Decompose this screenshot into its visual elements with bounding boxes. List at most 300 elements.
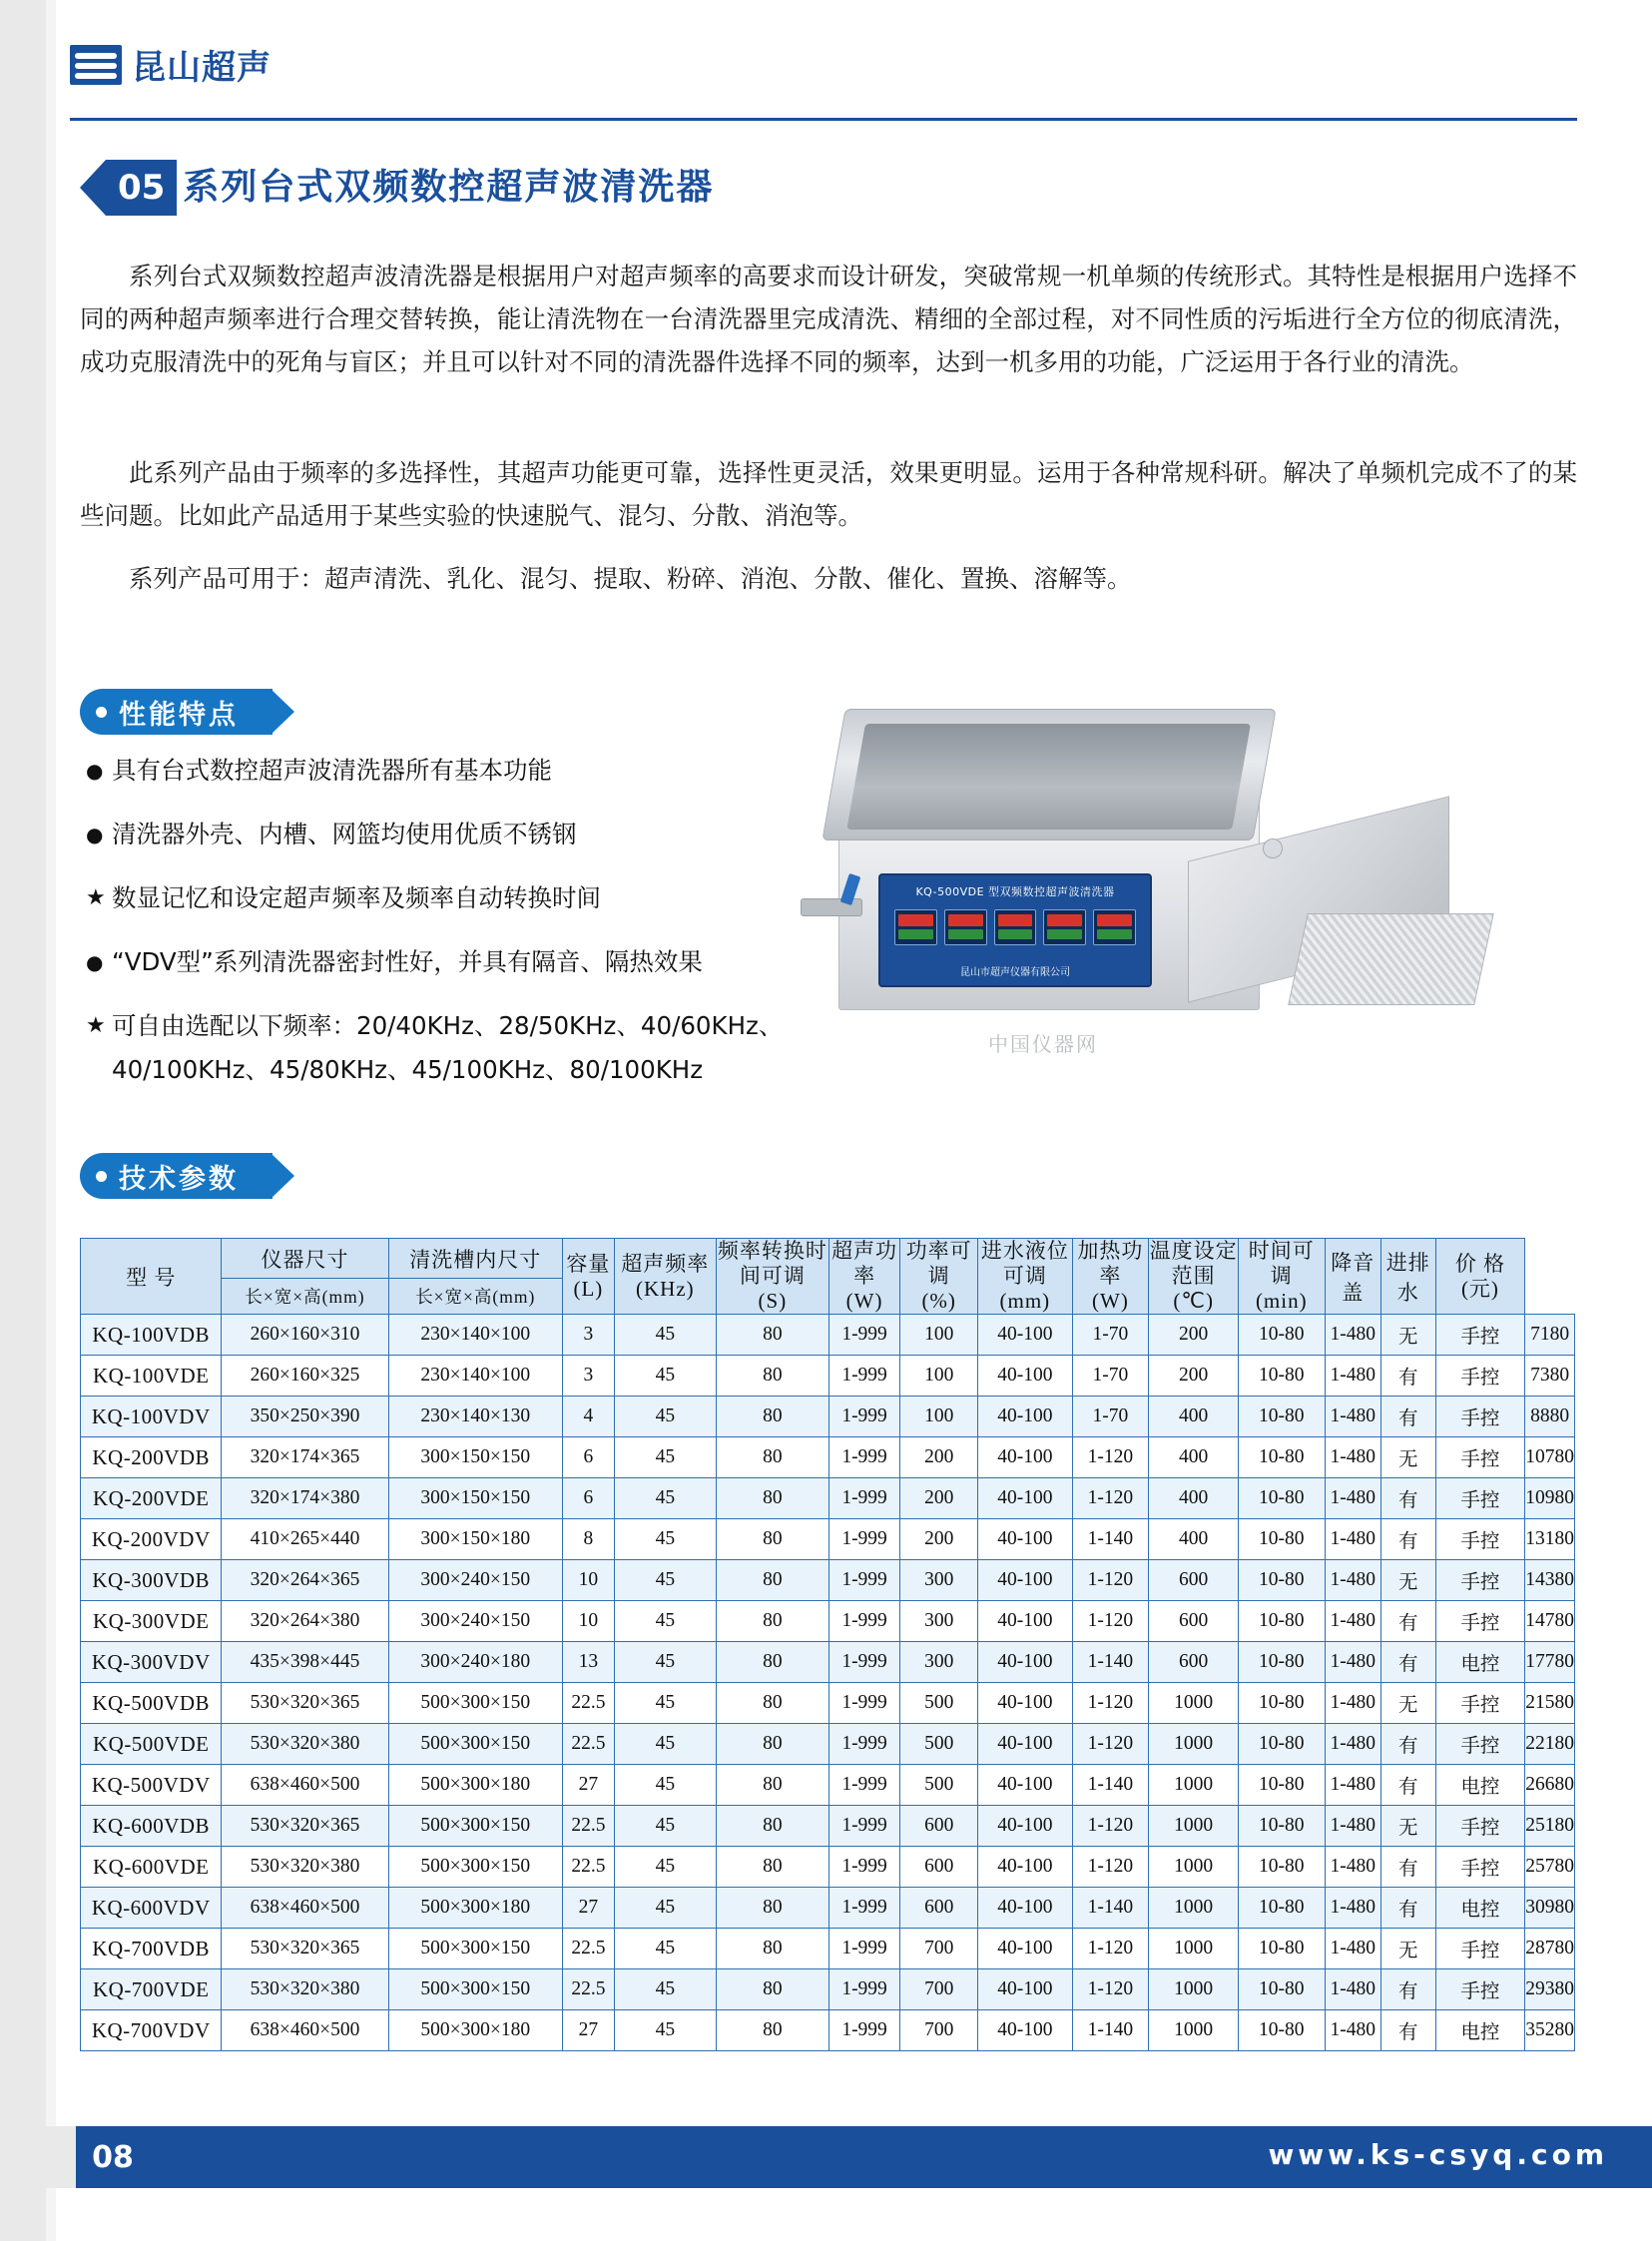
cell-value: 电控 [1435,1888,1525,1929]
cell-value: 手控 [1435,1315,1525,1356]
cell-value: 10-80 [1238,1929,1325,1969]
cell-value: 4 [563,1397,615,1437]
feature-text: 具有台式数控超声波清洗器所有基本功能 [112,756,552,785]
col-header-power: 超声功率 (W) [828,1239,899,1315]
page-header [70,40,1577,110]
brand-name: 昆山超声 [132,48,272,88]
list-item [86,1009,844,1087]
cell-value: 500×300×150 [388,1724,563,1765]
tank-inner [846,724,1251,830]
cell-value: 700 [900,1929,978,1969]
cell-value: 40-100 [978,1888,1072,1929]
cell-model: KQ-600VDB [81,1806,222,1847]
footer-website-url[interactable]: www.ks-csyq.com [1268,2138,1608,2171]
cell-value: 1-480 [1325,1806,1380,1847]
cell-value: 530×320×380 [222,1724,388,1765]
bullet-dot-icon [96,1171,107,1182]
cell-value: 40-100 [978,1806,1072,1847]
intro-paragraph-1: 系列台式双频数控超声波清洗器是根据用户对超声频率的高要求而设计研发，突破常规一机单频的传统形式。其特性是根据用户选择不同的两种超声频率进行合理交替转换，能让清洗物在一台清洗器里完成清洗、精细的全部过程，对不同性质的污垢进行全方位的彻底清洗，成功克服清洗中的死角与盲区；并且可以针对不同的清洗器件选择不同的频率，达到一机多用的功能，广泛运用于各行业的清洗。 [80,262,1577,376]
features-heading [80,689,273,735]
cell-value: 1-120 [1072,1478,1149,1519]
cell-value: 40-100 [978,1683,1072,1724]
cell-value: 10-80 [1238,1724,1325,1765]
cell-value: 有 [1380,1478,1435,1519]
cell-value: 638×460×500 [222,2010,388,2051]
col-header-water-io: 进排水 [1380,1239,1435,1315]
cell-value: 1000 [1149,2010,1239,2051]
cell-model: KQ-100VDB [81,1315,222,1356]
col-header-device-size: 仪器尺寸 [222,1239,388,1279]
cell-value: 1-140 [1072,2010,1149,2051]
cell-model: KQ-700VDV [81,2010,222,2051]
cell-value: 10-80 [1238,1806,1325,1847]
cell-value: 500 [900,1683,978,1724]
cell-value: 7180 [1525,1315,1575,1356]
cell-value: 手控 [1435,1397,1525,1437]
col-header-price: 价 格 (元) [1435,1239,1525,1315]
cell-value: 手控 [1435,1519,1525,1560]
table-row [81,1437,1575,1478]
cell-value: 45 [614,1519,716,1560]
table-row [81,1929,1575,1969]
cell-value: 10-80 [1238,2010,1325,2051]
cell-value: 1-480 [1325,1929,1380,1969]
cell-value: 1000 [1149,1847,1239,1888]
cell-model: KQ-600VDV [81,1888,222,1929]
cell-value: 手控 [1435,1437,1525,1478]
cell-value: 1-480 [1325,1765,1380,1806]
cell-value: 1-140 [1072,1519,1149,1560]
cell-value: 530×320×380 [222,1847,388,1888]
cell-value: 手控 [1435,1806,1525,1847]
cell-value: 1-999 [828,1888,899,1929]
page-number: 08 [92,2139,134,2175]
table-body [81,1315,1575,2051]
feature-text-line1: 可自由选配以下频率：20/40KHz、28/50KHz、40/60KHz、 [112,1011,784,1040]
cell-value: 35280 [1525,2010,1575,2051]
cell-value: 1-999 [828,1397,899,1437]
cell-value: 320×264×365 [222,1560,388,1601]
cell-value: 10-80 [1238,1356,1325,1397]
cell-value: 600 [1149,1642,1239,1683]
cell-value: 1-480 [1325,1519,1380,1560]
col-header-capacity: 容量 (L) [563,1239,615,1315]
drain-valve [801,898,862,916]
cell-value: 320×174×380 [222,1478,388,1519]
cell-value: 8880 [1525,1397,1575,1437]
cell-value: 27 [563,1765,615,1806]
cell-value: 300×240×150 [388,1601,563,1642]
cell-value: 1-480 [1325,1315,1380,1356]
cell-value: 29380 [1525,1969,1575,2010]
cell-value: 10-80 [1238,1765,1325,1806]
cell-value: 1-480 [1325,1560,1380,1601]
col-header-time-adjust: 时间可调 (min) [1238,1239,1325,1315]
cell-value: 10-80 [1238,1969,1325,2010]
cell-value: 530×320×365 [222,1806,388,1847]
cell-value: 10-80 [1238,1437,1325,1478]
cell-value: 200 [900,1519,978,1560]
list-item [86,945,844,979]
feature-text [112,1009,844,1087]
cell-model: KQ-700VDE [81,1969,222,2010]
cell-value: 1000 [1149,1969,1239,2010]
cell-value: 500×300×150 [388,1683,563,1724]
cell-value: 435×398×445 [222,1642,388,1683]
cell-value: 手控 [1435,1356,1525,1397]
cell-value: 电控 [1435,2010,1525,2051]
display-segment [994,909,1037,945]
col-header-power-adjust: 功率可调 (%) [900,1239,978,1315]
cell-value: 1-999 [828,1478,899,1519]
panel-model-label: KQ-500VDE 型双频数控超声波清洗器 [915,885,1115,898]
cell-value: 530×320×365 [222,1929,388,1969]
cell-value: 260×160×325 [222,1356,388,1397]
cell-value: 1-999 [828,1847,899,1888]
cell-value: 有 [1380,1642,1435,1683]
cell-value: 1-140 [1072,1765,1149,1806]
display-segment [1093,909,1136,945]
cell-value: 300×240×180 [388,1642,563,1683]
cell-value: 1-999 [828,1683,899,1724]
cell-value: 300×150×150 [388,1478,563,1519]
cell-value: 27 [563,1888,615,1929]
cell-value: 17780 [1525,1642,1575,1683]
cell-value: 1-999 [828,1969,899,2010]
col-header-model: 型 号 [81,1239,222,1315]
cell-value: 40-100 [978,1437,1072,1478]
cell-value: 45 [614,1437,716,1478]
cell-value: 500×300×150 [388,1929,563,1969]
cell-value: 40-100 [978,1929,1072,1969]
cell-value: 1-999 [828,1560,899,1601]
cell-value: 22.5 [563,1929,615,1969]
cell-value: 10-80 [1238,1519,1325,1560]
cell-value: 无 [1380,1315,1435,1356]
cell-value: 1-999 [828,1519,899,1560]
cell-value: 80 [716,1888,828,1929]
cell-value: 3 [563,1315,615,1356]
table-row [81,2010,1575,2051]
cell-value: 40-100 [978,1847,1072,1888]
wave-logo-icon [70,45,122,85]
cell-model: KQ-200VDE [81,1478,222,1519]
cell-value: 45 [614,1601,716,1642]
cell-value: 40-100 [978,1560,1072,1601]
page-title: 系列台式双频数控超声波清洗器 [183,167,715,208]
cell-value: 400 [1149,1519,1239,1560]
cell-value: 500×300×180 [388,1765,563,1806]
cell-value: 1-999 [828,1437,899,1478]
cell-value: 45 [614,1847,716,1888]
cell-value: 45 [614,1356,716,1397]
cell-value: 26680 [1525,1765,1575,1806]
cell-value: 400 [1149,1397,1239,1437]
cell-value: 手控 [1435,1601,1525,1642]
cell-value: 1-999 [828,1315,899,1356]
table-row [81,1806,1575,1847]
table-row [81,1560,1575,1601]
cell-value: 22.5 [563,1847,615,1888]
cell-value: 80 [716,1519,828,1560]
col-header-frequency: 超声频率 (KHz) [614,1239,716,1315]
cell-value: 1-120 [1072,1601,1149,1642]
cell-value: 10-80 [1238,1397,1325,1437]
cell-value: 1-70 [1072,1397,1149,1437]
list-item [86,881,844,915]
cell-model: KQ-500VDB [81,1683,222,1724]
cell-value: 有 [1380,1969,1435,2010]
cell-value: 1-120 [1072,1847,1149,1888]
features-list [86,754,844,1117]
table-row [81,1478,1575,1519]
cell-value: 500 [900,1724,978,1765]
intro-paragraph-2: 此系列产品由于频率的多选择性，其超声功能更可靠，选择性更灵活，效果更明显。运用于各种常规科研。解决了单频机完成不了的某些问题。比如此产品适用于某些实验的快速脱气、混匀、分散、消泡等。 [80,458,1577,530]
machine-tank [822,709,1276,840]
star-icon: ★ [86,885,106,910]
cell-value: 10-80 [1238,1847,1325,1888]
table-row [81,1642,1575,1683]
table-row [81,1724,1575,1765]
cell-model: KQ-300VDB [81,1560,222,1601]
cell-value: 80 [716,1724,828,1765]
feature-text: “VDV型”系列清洗器密封性好，并具有隔音、隔热效果 [112,947,703,976]
cell-model: KQ-300VDV [81,1642,222,1683]
params-heading [80,1153,273,1199]
cell-value: 320×264×380 [222,1601,388,1642]
col-subheader-tank-size: 长×宽×高(mm) [388,1279,563,1315]
cell-model: KQ-200VDV [81,1519,222,1560]
cell-value: 1-120 [1072,1724,1149,1765]
cell-value: 300×150×180 [388,1519,563,1560]
cell-model: KQ-500VDV [81,1765,222,1806]
cell-value: 10-80 [1238,1683,1325,1724]
cell-value: 有 [1380,1397,1435,1437]
cell-value: 1-999 [828,1642,899,1683]
cell-value: 1-120 [1072,1969,1149,2010]
table-head [81,1239,1575,1315]
cell-value: 有 [1380,1356,1435,1397]
control-panel [878,873,1152,987]
display-segment [894,909,937,945]
cell-value: 1-480 [1325,1724,1380,1765]
cell-value: 45 [614,2010,716,2051]
cell-model: KQ-300VDE [81,1601,222,1642]
cell-model: KQ-500VDE [81,1724,222,1765]
cell-value: 45 [614,1969,716,2010]
cell-value: 40-100 [978,1724,1072,1765]
cell-value: 80 [716,1397,828,1437]
cell-value: 1-140 [1072,1642,1149,1683]
cell-value: 1-120 [1072,1806,1149,1847]
cell-value: 6 [563,1478,615,1519]
cell-value: 3 [563,1356,615,1397]
cell-value: 有 [1380,1601,1435,1642]
cell-value: 10-80 [1238,1888,1325,1929]
cell-value: 手控 [1435,1724,1525,1765]
cell-value: 350×250×390 [222,1397,388,1437]
panel-display-group [894,909,1136,945]
cell-value: 1-70 [1072,1356,1149,1397]
cell-value: 无 [1380,1806,1435,1847]
cell-value: 200 [1149,1315,1239,1356]
cell-value: 30980 [1525,1888,1575,1929]
machine-basket [1288,913,1494,1005]
page-footer [46,2126,1652,2188]
cell-value: 1-999 [828,1356,899,1397]
cell-value: 530×320×365 [222,1683,388,1724]
cell-value: 10-80 [1238,1478,1325,1519]
cell-value: 80 [716,1806,828,1847]
cell-value: 80 [716,1437,828,1478]
cell-value: 10 [563,1601,615,1642]
cell-value: 600 [1149,1601,1239,1642]
cell-value: 25780 [1525,1847,1575,1888]
cell-value: 10 [563,1560,615,1601]
cell-value: 1-120 [1072,1929,1149,1969]
cell-value: 1-999 [828,1806,899,1847]
table-row [81,1765,1575,1806]
cell-value: 10-80 [1238,1315,1325,1356]
col-header-switch-time: 频率转换时间可调 (S) [717,1239,827,1313]
display-segment [1043,909,1086,945]
cell-value: 1-120 [1072,1560,1149,1601]
cell-value: 6 [563,1437,615,1478]
cell-value: 手控 [1435,1847,1525,1888]
cell-value: 400 [1149,1478,1239,1519]
col-header-heat-power: 加热功率 (W) [1072,1239,1149,1315]
cell-value: 14780 [1525,1601,1575,1642]
col-header-cover: 降音盖 [1325,1239,1380,1315]
cell-value: 80 [716,1560,828,1601]
cell-value: 8 [563,1519,615,1560]
cell-value: 230×140×100 [388,1315,563,1356]
cell-value: 40-100 [978,1519,1072,1560]
table-row [81,1969,1575,2010]
cell-value: 300×150×150 [388,1437,563,1478]
cell-value: 1000 [1149,1683,1239,1724]
cell-value: 45 [614,1929,716,1969]
star-icon: ★ [86,1013,106,1038]
cell-value: 28780 [1525,1929,1575,1969]
cell-model: KQ-700VDB [81,1929,222,1969]
cell-value: 10-80 [1238,1560,1325,1601]
cell-value: 10980 [1525,1478,1575,1519]
bullet-icon: ● [86,950,104,974]
cell-value: 1-480 [1325,1478,1380,1519]
brand-logo [70,40,1577,89]
cell-value: 22180 [1525,1724,1575,1765]
cell-value: 1-480 [1325,1601,1380,1642]
display-segment [944,909,987,945]
cell-value: 80 [716,1683,828,1724]
cell-value: 100 [900,1397,978,1437]
cell-value: 手控 [1435,1969,1525,2010]
cell-value: 40-100 [978,1315,1072,1356]
cell-value: 500×300×180 [388,2010,563,2051]
panel-company-label: 昆山市超声仪器有限公司 [960,967,1070,978]
cell-value: 1-999 [828,1601,899,1642]
spec-table-wrapper [80,1238,1575,2051]
cell-value: 1-480 [1325,2010,1380,2051]
cell-value: 40-100 [978,1969,1072,2010]
cell-value: 无 [1380,1683,1435,1724]
cell-value: 22.5 [563,1724,615,1765]
table-header-row [81,1239,1575,1279]
cell-value: 40-100 [978,1356,1072,1397]
cell-model: KQ-100VDE [81,1356,222,1397]
cell-value: 45 [614,1397,716,1437]
cell-value: 21580 [1525,1683,1575,1724]
cell-value: 700 [900,2010,978,2051]
cell-value: 230×140×100 [388,1356,563,1397]
cell-value: 600 [1149,1560,1239,1601]
cell-value: 45 [614,1724,716,1765]
cell-value: 300 [900,1642,978,1683]
bullet-icon: ● [86,823,104,846]
cell-model: KQ-100VDV [81,1397,222,1437]
features-heading-label: 性能特点 [119,699,239,731]
cell-value: 40-100 [978,2010,1072,2051]
cell-model: KQ-200VDB [81,1437,222,1478]
cell-value: 300 [900,1560,978,1601]
cell-value: 45 [614,1642,716,1683]
cell-value: 1-140 [1072,1888,1149,1929]
cell-value: 无 [1380,1929,1435,1969]
table-row [81,1519,1575,1560]
list-item [86,818,844,851]
cell-value: 1-480 [1325,1397,1380,1437]
col-header-water-level: 进水液位可调 (mm) [978,1239,1072,1315]
cell-value: 45 [614,1888,716,1929]
table-row [81,1315,1575,1356]
cell-value: 13180 [1525,1519,1575,1560]
cell-value: 手控 [1435,1478,1525,1519]
cell-value: 1-70 [1072,1315,1149,1356]
cell-value: 1-120 [1072,1683,1149,1724]
spec-table [80,1238,1575,2051]
cell-value: 1-480 [1325,1683,1380,1724]
cell-value: 25180 [1525,1806,1575,1847]
cell-value: 有 [1380,1888,1435,1929]
cell-value: 600 [900,1888,978,1929]
feature-text-line2: 40/100KHz、45/80KHz、45/100KHz、80/100KHz [112,1055,704,1084]
cell-value: 有 [1380,1765,1435,1806]
cell-value: 45 [614,1806,716,1847]
table-row [81,1601,1575,1642]
cell-value: 80 [716,1847,828,1888]
cell-value: 45 [614,1683,716,1724]
cell-value: 80 [716,1356,828,1397]
cell-value: 45 [614,1478,716,1519]
cell-value: 40-100 [978,1642,1072,1683]
cell-value: 10780 [1525,1437,1575,1478]
section-number: 05 [106,160,177,216]
watermark: 中国仪器网 [988,1032,1098,1056]
cell-value: 80 [716,1765,828,1806]
cell-value: 80 [716,1601,828,1642]
cell-value: 1000 [1149,1724,1239,1765]
cell-value: 10-80 [1238,1601,1325,1642]
cell-value: 7380 [1525,1356,1575,1397]
cell-model: KQ-600VDE [81,1847,222,1888]
cell-value: 1000 [1149,1888,1239,1929]
params-heading-label: 技术参数 [119,1163,239,1195]
section-title [80,160,714,216]
cell-value: 638×460×500 [222,1888,388,1929]
cell-value: 200 [900,1437,978,1478]
page-edge-strip [0,0,46,2241]
